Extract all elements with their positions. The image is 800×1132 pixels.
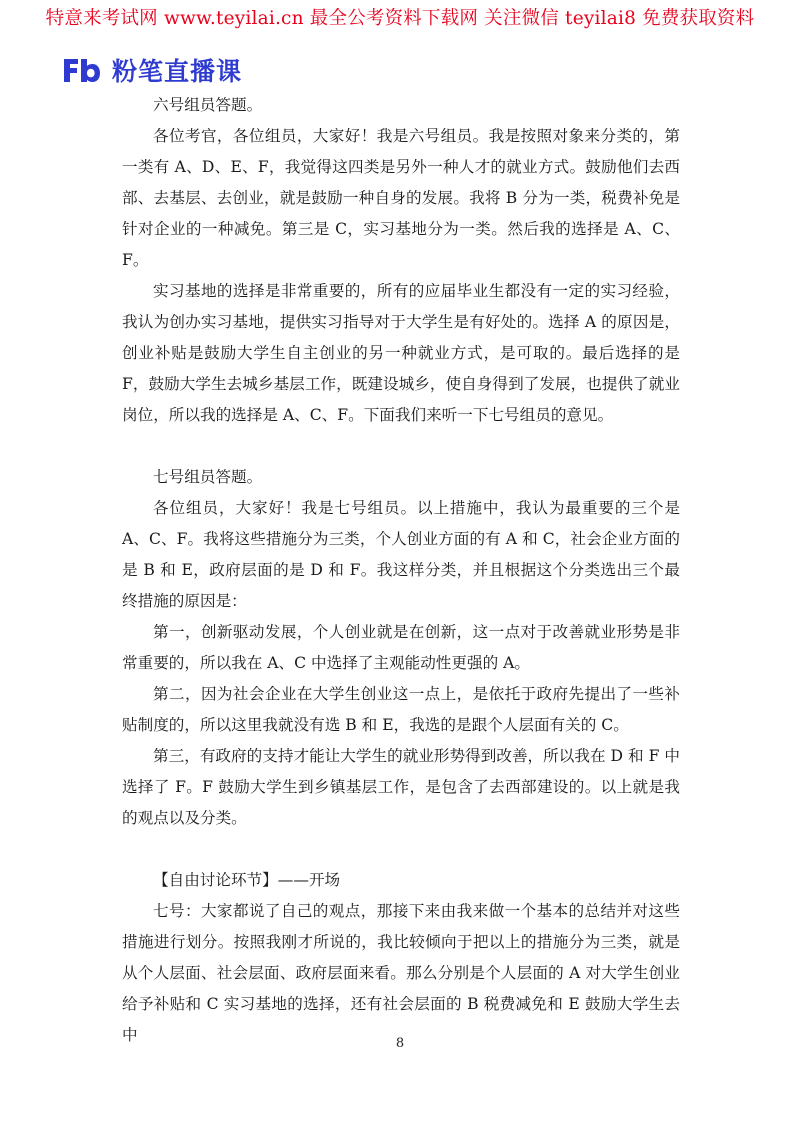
section-seven-paragraph-2: 第一，创新驱动发展，个人创业就是在创新，这一点对于改善就业形势是非常重要的，所以我在 A、C 中选择了主观能动性更强的 A。 — [122, 623, 680, 672]
section-seven-paragraph-4: 第三，有政府的支持才能让大学生的就业形势得到改善，所以我在 D 和 F 中选择了 F。F 鼓励大学生到乡镇基层工作，是包含了去西部建设的。以上就是我的观点以及分类。 — [122, 747, 680, 827]
section-seven-paragraph-1: 各位组员，大家好！我是七号组员。以上措施中，我认为最重要的三个是 A、C、F。我将这些措施分为三类，个人创业方面的有 A 和 C，社会企业方面的是 B 和 E，政府层面的是 D 和 F。我这样分类，并且根据这个分类选出三个最终措施的原因是： — [122, 499, 680, 610]
watermark-banner: 特意来考试网 www.teyilai.cn 最全公考资料下载网 关注微信 teyilai8 免费获取资料 — [45, 8, 755, 29]
section-spacer — [122, 431, 680, 462]
section-six-heading: 六号组员答题。 — [153, 96, 263, 114]
free-discussion-title: 【自由讨论环节】——开场 — [153, 871, 341, 889]
free-discussion-paragraph-1: 七号：大家都说了自己的观点，那接下来由我来做一个基本的总结并对这些措施进行划分。按照我刚才所说的，我比较倾向于把以上的措施分为三类，就是从个人层面、社会层面、政府层面来看。那么分别是个人层面的 A 对大学生创业给予补贴和 C 实习基地的选择，还有社会层面的 B 税费减免和 E 鼓励大学生去中 — [122, 902, 680, 1044]
document-body — [122, 90, 680, 1051]
page-number: 8 — [395, 1036, 405, 1051]
section-six-paragraph-1: 各位考官，各位组员，大家好！我是六号组员。我是按照对象来分类的，第一类有 A、D、E、F，我觉得这四类是另外一种人才的就业方式。鼓励他们去西部、去基层、去创业，就是鼓励一种自身的发展。我将 B 分为一类，税费补免是针对企业的一种减免。第三是 C，实习基地分为一类。然后我的选择是 A、C、F。 — [122, 127, 680, 269]
section-six-paragraph-2: 实习基地的选择是非常重要的，所有的应届毕业生都没有一定的实习经验，我认为创办实习基地，提供实习指导对于大学生是有好处的。选择 A 的原因是，创业补贴是鼓励大学生自主创业的另一种就业方式，是可取的。最后选择的是 F，鼓励大学生去城乡基层工作，既建设城乡，使自身得到了发展，也提供了就业岗位，所以我的选择是 A、C、F。下面我们来听一下七号组员的意见。 — [122, 282, 680, 424]
section-spacer — [122, 834, 680, 865]
section-seven-heading: 七号组员答题。 — [153, 468, 263, 486]
brand-header — [62, 52, 242, 88]
brand-name: 粉笔直播课 — [112, 57, 243, 86]
fb-logo-icon — [62, 55, 102, 85]
section-seven-paragraph-3: 第二，因为社会企业在大学生创业这一点上，是依托于政府先提出了一些补贴制度的，所以这里我就没有选 B 和 E，我选的是跟个人层面有关的 C。 — [122, 685, 680, 734]
